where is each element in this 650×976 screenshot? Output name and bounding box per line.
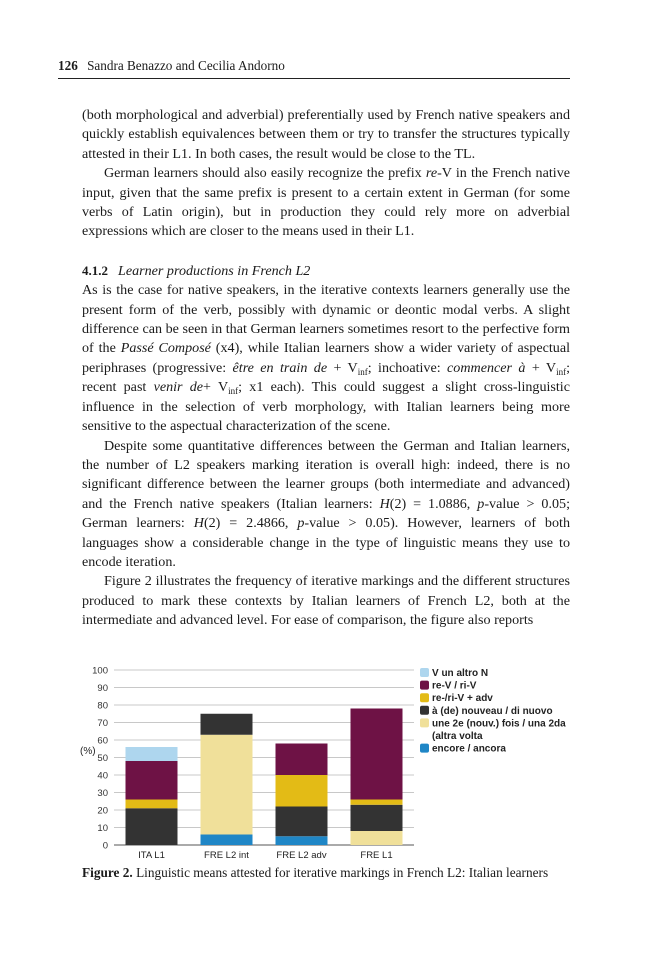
y-tick-label: 20 <box>97 805 108 817</box>
bar-segment <box>276 807 328 837</box>
legend-swatch <box>420 706 429 715</box>
x-tick-label: ITA L1 <box>138 850 165 860</box>
bar-segment <box>351 805 403 831</box>
legend-label: (altra volta <box>432 731 483 742</box>
x-tick-label: FRE L1 <box>360 850 393 860</box>
section-heading <box>82 261 570 281</box>
bar-segment <box>126 747 178 761</box>
legend-label: re-V / ri-V <box>432 680 477 692</box>
legend-swatch <box>420 668 429 677</box>
bar-segment <box>126 800 178 809</box>
figure-2 <box>78 660 578 860</box>
stacked-bar-chart <box>78 660 578 860</box>
running-header <box>58 58 570 79</box>
legend-label: une 2e (nouv.) fois / una 2da <box>432 718 566 730</box>
bar-segment <box>351 709 403 800</box>
section-title: Learner productions in French L2 <box>118 262 311 279</box>
y-tick-label: 90 <box>97 683 108 694</box>
legend-label: V un altro N <box>432 668 489 679</box>
legend-label: encore / ancora <box>432 743 506 755</box>
bar-segment <box>126 761 178 800</box>
y-tick-label: 60 <box>97 735 108 747</box>
legend-swatch <box>420 744 429 753</box>
y-tick-label: 10 <box>97 823 108 834</box>
caption-label: Figure 2. <box>82 865 133 880</box>
bar-segment <box>276 836 328 845</box>
paragraph-3: As is the case for native speakers, in the iterative contexts learners generally use the present form of the verb, possibly with dynamic or deontic modal verbs. A slight difference can be seen in that German learners sometimes resort to the perfective form of the Passé Composé (x4), while Italian learners show a wider variety of aspectual periphrases (progressive: être en train de + $V_{inf}$; inchoative: commencer à + $V_{inf}$; recent past venir $de+ V_{inf}$; x1 each). This could suggest a slight cross-linguistic influence in the selection of verb morphology, with Italian learners being more sensitive to the aspectual characterization of the scene. <box>82 282 570 435</box>
paragraph-2: German learners should also easily recognize the prefix re-V in the French native input, given that the same prefix is present to a certain extent in German (for some verbs of Latin origin), but in production they could rely more on adverbial expressions which are closer to the means used in their L1. <box>82 165 570 240</box>
bar-segment <box>276 775 328 807</box>
y-tick-label: 70 <box>97 718 108 729</box>
bar-segment <box>276 744 328 776</box>
y-tick-label: 100 <box>92 665 108 677</box>
bar-segment <box>351 831 403 845</box>
y-tick-label: 50 <box>97 753 108 764</box>
legend-swatch <box>420 681 429 690</box>
x-tick-label: FRE L2 int <box>204 850 249 860</box>
y-tick-label: 0 <box>102 840 108 852</box>
x-tick-label: FRE L2 adv <box>276 850 327 860</box>
legend-label: re-/ri-V + adv <box>432 693 493 705</box>
bar-segment <box>201 835 253 846</box>
figure-caption <box>82 865 570 881</box>
paragraph-4: Despite some quantitative differences between the German and Italian learners, the number of L2 speakers marking iteration is overall high: indeed, there is no significant difference between the learner groups (both intermediate and advanced) and the French native speakers (Italian learners: H(2) = 1.0886, p-value > 0.05; German learners: H(2) = 2.4866, p-value > 0.05). However, learners of both languages show a considerable change in the type of linguistic means they use to encode iteration. <box>82 437 570 570</box>
body-text <box>82 106 570 631</box>
y-axis-label: (%) <box>80 746 96 757</box>
section-number: 4.1.2 <box>82 262 108 278</box>
legend-label: à (de) nouveau / di nuovo <box>432 705 553 717</box>
bar-segment <box>201 714 253 735</box>
page-number: 126 <box>58 58 78 73</box>
legend-swatch <box>420 693 429 702</box>
y-tick-label: 40 <box>97 770 108 782</box>
bar-segment <box>351 800 403 805</box>
legend-swatch <box>420 718 429 727</box>
bar-segment <box>126 808 178 845</box>
caption-text: Linguistic means attested for iterative markings in French L2: Italian learners <box>136 865 549 880</box>
y-tick-label: 80 <box>97 700 108 712</box>
header-authors: Sandra Benazzo and Cecilia Andorno <box>87 58 285 73</box>
paragraph-5: Figure 2 illustrates the frequency of iterative markings and the different structures produced to mark these contexts by Italian learners of French L2, both at the intermediate and advanced level. For ease of comparison, the figure also reports <box>82 573 570 629</box>
paragraph-1: (both morphological and adverbial) preferentially used by French native speakers and quickly establish equivalences between them or try to transfer the structures typically attested in their L1. In both cases, the result would be close to the TL. <box>82 107 570 162</box>
y-tick-label: 30 <box>97 788 108 799</box>
bar-segment <box>201 735 253 835</box>
